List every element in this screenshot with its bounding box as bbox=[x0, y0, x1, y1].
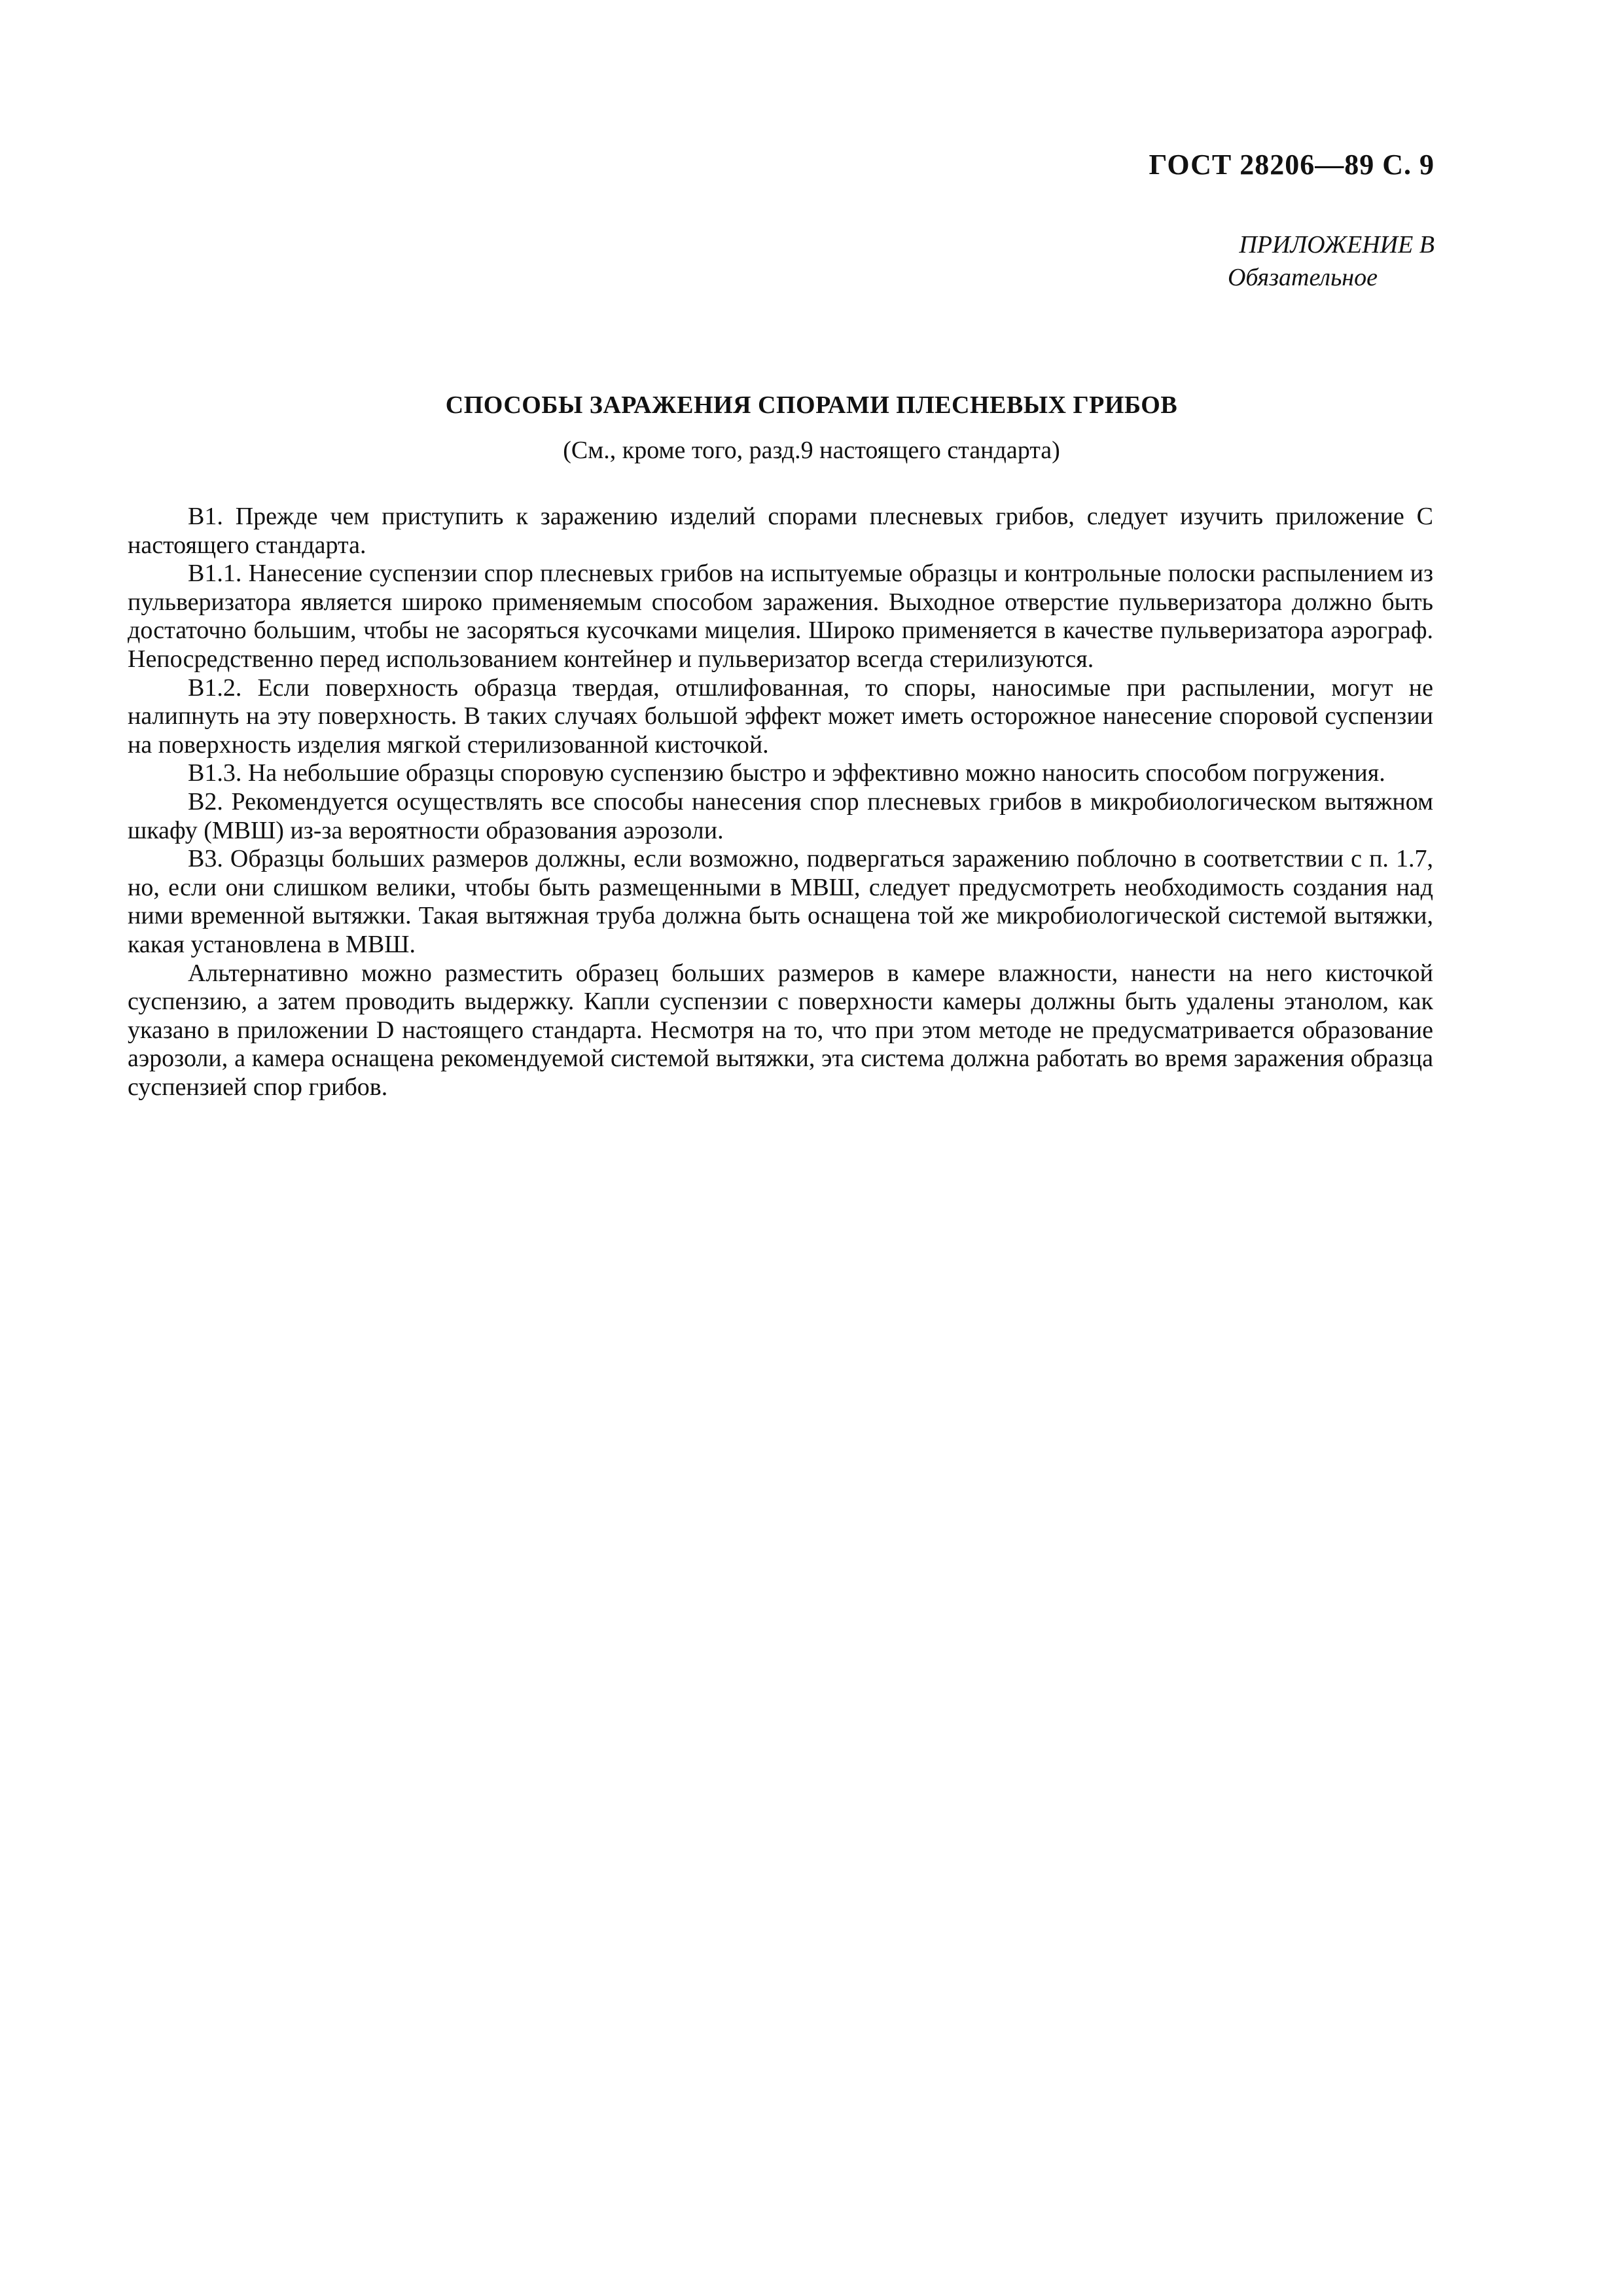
paragraph-b1-2: В1.2. Если поверхность образца твердая, отшлифованная, то споры, наносимые при распылении, могут не налипнуть на эту поверхность. В таких случаях большой эффект может иметь осторожное нанесение споровой суспензии на поверхность изделия мягкой стерилизованной кисточкой. bbox=[128, 673, 1433, 759]
section-subtitle: (См., кроме того, разд.9 настоящего стандарта) bbox=[563, 437, 1060, 464]
paragraph-b1-3: В1.3. На небольшие образцы споровую суспензию быстро и эффективно можно наносить способом погружения. bbox=[188, 759, 1385, 787]
paragraph-b1: В1. Прежде чем приступить к заражению изделий спорами плесневых грибов, следует изучить приложение С настоящего стандарта. bbox=[128, 503, 1433, 559]
paragraph-b1-1: В1.1. Нанесение суспензии спор плесневых грибов на испытуемые образцы и контрольные полоски распылением из пульверизатора является широко применяемым способом заражения. Выходное отверстие пульверизатора должно быть достаточно большим, чтобы не засоряться кусочками мицелия. Широко применяется в качестве пульверизатора аэрограф. Непосредственно перед использованием контейнер и пульверизатор всегда стерилизуются. bbox=[128, 560, 1433, 673]
body-text bbox=[128, 503, 1433, 1102]
annex-label: ПРИЛОЖЕНИЕ В bbox=[1239, 231, 1435, 259]
paragraph-b3: В3. Образцы больших размеров должны, если возможно, подвергаться заражению поблочно в соответствии с п. 1.7, но, если они слишком велики, чтобы быть размещенными в МВШ, следует предусмотреть необходимость создания над ними временной вытяжки. Такая вытяжная труба должна быть оснащена той же микробиологической системой вытяжки, какая установлена в МВШ. bbox=[128, 845, 1433, 958]
paragraph-alternative: Альтернативно можно разместить образец больших размеров в камере влажности, нанести на него кисточкой суспензию, а затем проводить выдержку. Капли суспензии с поверхности камеры должны быть удалены этанолом, как указано в приложении D настоящего стандарта. Несмотря на то, что при этом методе не предусматривается образование аэрозоли, а камера оснащена рекомендуемой системой вытяжки, эта система должна работать во время заражения образца суспензией спор грибов. bbox=[128, 959, 1433, 1101]
annex-status: Обязательное bbox=[1227, 264, 1378, 291]
paragraph-b2: В2. Рекомендуется осуществлять все способы нанесения спор плесневых грибов в микробиологическом вытяжном шкафу (МВШ) из-за вероятности образования аэрозоли. bbox=[128, 787, 1433, 844]
section-title: СПОСОБЫ ЗАРАЖЕНИЯ СПОРАМИ ПЛЕСНЕВЫХ ГРИБОВ bbox=[445, 391, 1178, 419]
page-header: ГОСТ 28206—89 С. 9 bbox=[1149, 149, 1435, 181]
